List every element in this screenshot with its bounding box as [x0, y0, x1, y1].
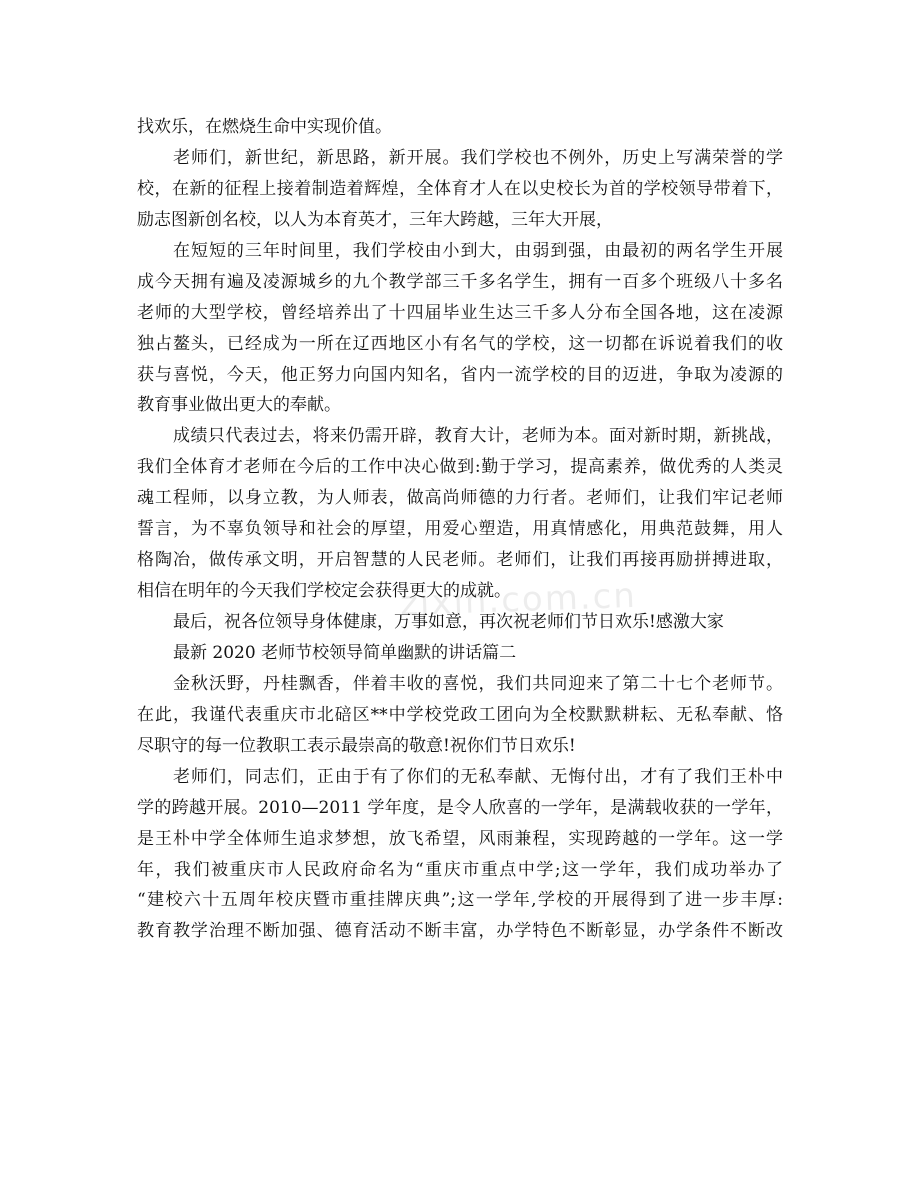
text-line: 教育教学治理不断加强、德育活动不断丰富，办学特色不断彰显，办学条件不断改: [137, 921, 783, 942]
text-line: 老师们，新世纪，新思路，新开展。我们学校也不例外，历史上写满荣誉的学: [173, 147, 783, 168]
text-line: 在此，我谨代表重庆市北碚区**中学校党政工团向为全校默默耕耘、无私奉献、恪: [137, 704, 783, 725]
text-line: 魂工程师，以身立教，为人师表，做高尚师德的力行者。老师们，让我们牢记老师: [137, 488, 783, 509]
text-line: 我们全体育才老师在今后的工作中决心做到:勤于学习，提高素养，做优秀的人类灵: [137, 457, 783, 478]
text-line: 最后，祝各位领导身体健康，万事如意，再次祝老师们节日欢乐!感激大家: [173, 612, 724, 632]
text-line: 在短短的三年时间里，我们学校由小到大，由弱到强，由最初的两名学生开展: [173, 240, 783, 261]
text-line: 独占鳌头，已经成为一所在辽西地区小有名气的学校，这一切都在诉说着我们的收: [137, 333, 783, 354]
text-line: 金秋沃野，丹桂飘香，伴着丰收的喜悦，我们共同迎来了第二十七个老师节。: [173, 673, 783, 694]
section-heading: 最新 2020 老师节校领导简单幽默的讲话篇二: [173, 642, 517, 663]
text-line: 找欢乐，在燃烧生命中实现价值。: [137, 117, 392, 137]
text-line: 教育事业做出更大的奉献。: [137, 395, 341, 416]
document-body: [137, 112, 783, 947]
text-line: 誓言，为不辜负领导和社会的厚望，用爱心塑造，用真情感化，用典范鼓舞，用人: [137, 519, 783, 540]
watermark: zixin.com.cn: [399, 575, 638, 625]
text-line: 成绩只代表过去，将来仍需开辟，教育大计，老师为本。面对新时期，新挑战，: [173, 426, 783, 447]
text-line: 校，在新的征程上接着制造着辉煌，全体育才人在以史校长为首的学校领导带着下，: [137, 178, 783, 199]
text-line: 老师的大型学校，曾经培养出了十四届毕业生达三千多人分布全国各地，这在凌源: [137, 302, 783, 323]
text-line: 格陶冶，做传承文明，开启智慧的人民老师。老师们，让我们再接再励拼搏进取，: [137, 550, 783, 571]
text-line: “建校六十五周年校庆暨市重挂牌庆典”;这一学年,学校的开展得到了进一步丰厚:: [137, 890, 783, 911]
text-line: 是王朴中学全体师生追求梦想，放飞希望，风雨兼程，实现跨越的一学年。这一学: [137, 828, 783, 849]
text-line: 获与喜悦，今天，他正努力向国内知名，省内一流学校的目的迈进，争取为凌源的: [137, 364, 783, 385]
text-line: 老师们，同志们，正由于有了你们的无私奉献、无悔付出，才有了我们王朴中: [173, 766, 783, 787]
text-line: 学的跨越开展。2010—2011 学年度，是令人欣喜的一学年，是满载收获的一学年，: [137, 797, 783, 818]
text-line: 年，我们被重庆市人民政府命名为“重庆市重点中学;这一学年，我们成功举办了: [137, 859, 783, 880]
text-line: 相信在明年的今天我们学校定会获得更大的成就。: [137, 581, 511, 602]
text-line: 励志图新创名校，以人为本育英才，三年大跨越，三年大开展，: [137, 209, 613, 230]
text-line: 尽职守的每一位教职工表示最崇高的敬意!祝你们节日欢乐!: [137, 735, 576, 756]
text-line: 成今天拥有遍及凌源城乡的九个教学部三千多名学生，拥有一百多个班级八十多名: [137, 271, 783, 292]
